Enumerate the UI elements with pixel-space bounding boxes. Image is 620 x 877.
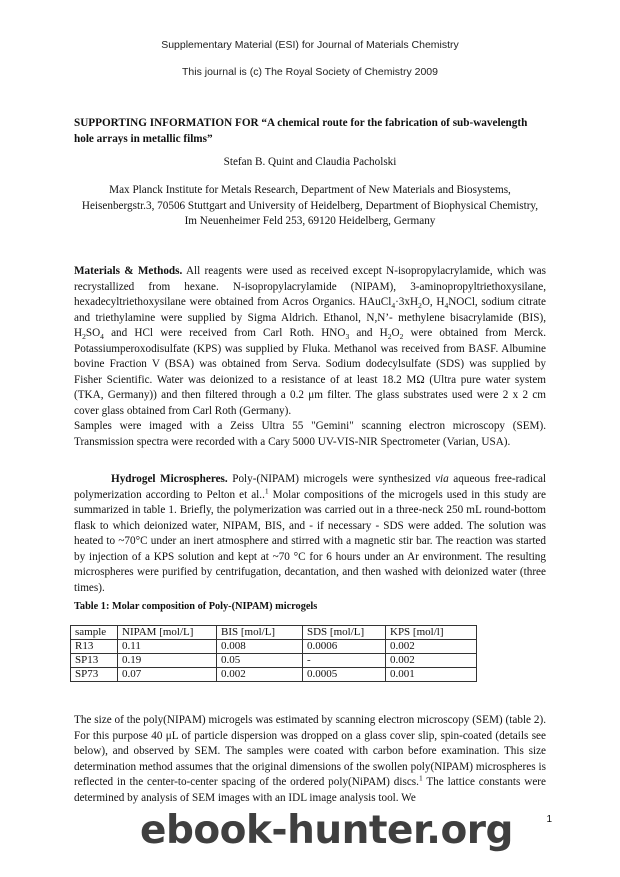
methods-text: and HCl were received from Carl Roth. HNO bbox=[103, 327, 346, 339]
methods-text: All reagents were used as received except N-isopropylacrylamide, which was recrystallized from hexane. N-isopropylacrylamide (NIPAM), 3-aminopropyltriethoxysilane, hexadecyltriethoxysilane were obtained from Acros Organics. HAuCl bbox=[74, 265, 546, 308]
hydrogel-paragraph bbox=[74, 472, 546, 596]
table-cell: 0.001 bbox=[386, 668, 477, 682]
table-cell: 0.008 bbox=[217, 640, 303, 654]
sub: 4 bbox=[391, 301, 396, 311]
table-header: KPS [mol/l] bbox=[386, 626, 477, 640]
table1-caption: Table 1: Molar composition of Poly-(NIPAM) microgels bbox=[74, 601, 318, 612]
table-header: BIS [mol/L] bbox=[217, 626, 303, 640]
table-row bbox=[71, 640, 477, 654]
hydrogel-text: Molar compositions of the microgels used in this study are summarized in table 1. Briefly, the polymerization was carried out in a three-neck 250 mL round-bottom flask to which deionized water, NIPAM, BIS, and - if necessary - SDS were added. The solution was heated to ~70°C under an inert atmosphere and stirred with a magnetic stir bar. The reaction was started by injection of a KPS solution and kept at ~70 °C for 6 hours under an Ar environment. The resulting microspheres were purified by centrifugation, decantation, and then washed with deionized water (three times). bbox=[74, 488, 547, 594]
methods-paragraph bbox=[74, 264, 546, 450]
sub: 4 bbox=[444, 301, 449, 311]
table-header: NIPAM [mol/L] bbox=[118, 626, 217, 640]
hydrogel-text: aqueous free-radical polymerization according to Pelton et al.. bbox=[74, 473, 547, 501]
methods-text: ·3xH bbox=[395, 296, 419, 308]
table-header: SDS [mol/L] bbox=[303, 626, 386, 640]
sub: 4 bbox=[100, 332, 104, 342]
table-header: sample bbox=[71, 626, 118, 640]
table-cell: 0.0005 bbox=[303, 668, 386, 682]
table-row bbox=[71, 654, 477, 668]
paper-title: SUPPORTING INFORMATION FOR “A chemical route for the fabrication of sub-wavelength hole arrays in metallic films” bbox=[74, 117, 528, 145]
journal-header-line2: This journal is (c) The Royal Society of Chemistry 2009 bbox=[182, 66, 438, 78]
table-cell: R13 bbox=[71, 640, 118, 654]
composition-table bbox=[70, 625, 477, 682]
affiliation-line3: Im Neuenheimer Feld 253, 69120 Heidelberg, Germany bbox=[184, 215, 436, 227]
table-cell: SP73 bbox=[71, 668, 118, 682]
authors: Stefan B. Quint and Claudia Pacholski bbox=[223, 156, 397, 168]
hydrogel-text: Poly-(NIPAM) microgels were synthesized bbox=[232, 473, 431, 485]
table-cell: 0.05 bbox=[217, 654, 303, 668]
table-cell: 0.19 bbox=[118, 654, 217, 668]
reference-1: 1 bbox=[418, 773, 423, 783]
watermark: ebook-hunter.org bbox=[140, 808, 513, 853]
sub: 2 bbox=[387, 332, 392, 342]
methods-text: O, H bbox=[421, 296, 445, 308]
methods-text: NOCl, sodium citrate and triethylamine were supplied by Sigma Aldrich. Ethanol, N,N’- methylene bisacrylamide (BIS), H bbox=[74, 296, 546, 339]
journal-header-line1: Supplementary Material (ESI) for Journal of Materials Chemistry bbox=[161, 39, 459, 51]
table-row bbox=[71, 668, 477, 682]
table-cell: 0.0006 bbox=[303, 640, 386, 654]
table-cell: 0.002 bbox=[217, 668, 303, 682]
sub: 2 bbox=[82, 332, 86, 342]
hydrogel-via: via bbox=[435, 473, 449, 485]
affiliation bbox=[50, 183, 570, 230]
methods-heading: Materials & Methods. bbox=[74, 265, 183, 277]
methods-text: SO bbox=[85, 327, 101, 339]
sub: 2 bbox=[418, 301, 422, 311]
reference-1: 1 bbox=[264, 485, 269, 495]
size-text: The lattice constants were determined by analysis of SEM images with an IDL image analysis tool. We bbox=[74, 776, 546, 804]
affiliation-line2: Heisenbergstr.3, 70506 Stuttgart and University of Heidelberg, Department of Biophysical Chemistry, bbox=[81, 199, 539, 212]
methods-text: were obtained from Merck. Potassiumperoxodisulfate (KPS) was supplied by Fluka. Methanol was received from BASF. Albumine bovine Fraction V (BSA) was obtained from Serva. Sodium dodecylsulfate (SDS) was supplied by Fisher Scientific. Water was deionized to a resistance of at least 18.2 MΩ (Ultra pure water system (TKA, Germany)) and then filtered through a 0.2 μm filter. The glass substrates used were 2 x 2 cm cover glass obtained from Carl Roth (Germany). bbox=[74, 327, 546, 417]
table-cell: 0.11 bbox=[118, 640, 217, 654]
table-cell: 0.07 bbox=[118, 668, 217, 682]
table-header-row bbox=[71, 626, 477, 640]
hydrogel-heading: Hydrogel Microspheres. bbox=[111, 473, 228, 485]
table-cell: SP13 bbox=[71, 654, 118, 668]
size-paragraph bbox=[74, 713, 546, 806]
table-cell: 0.002 bbox=[386, 640, 477, 654]
methods-samples-text: Samples were imaged with a Zeiss Ultra 55 "Gemini" scanning electron microscopy (SEM). Transmission spectra were recorded with a Cary 5000 UV-VIS-NIR Spectrometer (Varian, USA). bbox=[74, 420, 546, 448]
table-cell: - bbox=[303, 654, 386, 668]
sub: 2 bbox=[399, 332, 404, 342]
affiliation-line1: Max Planck Institute for Metals Research, Department of New Materials and Biosystems, bbox=[109, 184, 511, 196]
methods-text: and H bbox=[349, 327, 388, 339]
page-number: 1 bbox=[546, 814, 552, 825]
size-text: The size of the poly(NIPAM) microgels was estimated by scanning electron microscopy (SEM) (table 2). For this purpose 40 μL of particle dispersion was dropped on a glass cover slip, spin-coated (details see below), and observed by SEM. The samples were coated with carbon before examination. This size determination method assumes that the original dimensions of the swollen poly(NIPAM) microspheres is reflected in the center-to-center spacing of the ordered poly(NiPAM) discs. bbox=[74, 714, 546, 788]
sub: 3 bbox=[345, 332, 350, 342]
methods-text: O bbox=[391, 327, 400, 339]
table-cell: 0.002 bbox=[386, 654, 477, 668]
